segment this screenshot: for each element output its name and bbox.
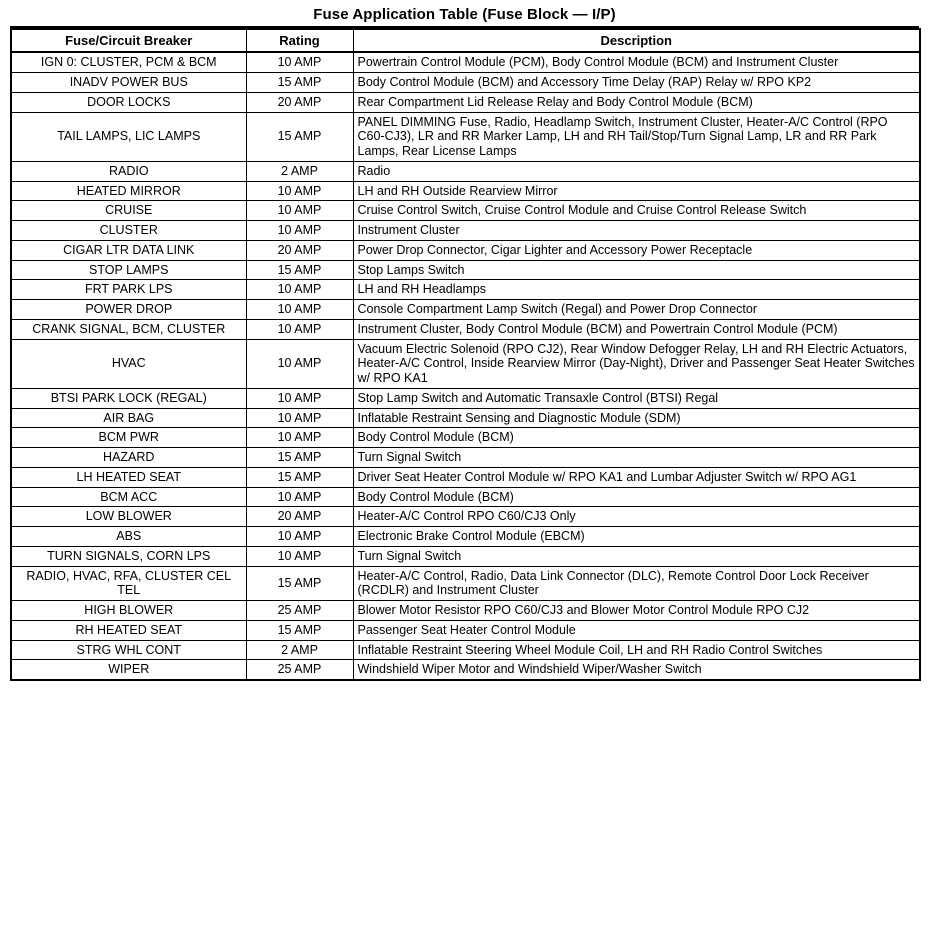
cell-fuse-name: RADIO bbox=[11, 161, 246, 181]
cell-fuse-name: CRUISE bbox=[11, 201, 246, 221]
cell-rating: 2 AMP bbox=[246, 640, 353, 660]
cell-description: Instrument Cluster bbox=[353, 221, 920, 241]
cell-description: Driver Seat Heater Control Module w/ RPO KA1 and Lumbar Adjuster Switch w/ RPO AG1 bbox=[353, 467, 920, 487]
table-row bbox=[11, 487, 920, 507]
cell-rating: 20 AMP bbox=[246, 507, 353, 527]
cell-fuse-name: LOW BLOWER bbox=[11, 507, 246, 527]
table-row bbox=[11, 260, 920, 280]
cell-fuse-name: LH HEATED SEAT bbox=[11, 467, 246, 487]
table-row bbox=[11, 566, 920, 601]
table-row bbox=[11, 73, 920, 93]
table-body bbox=[11, 52, 920, 680]
cell-description: Cruise Control Switch, Cruise Control Module and Cruise Control Release Switch bbox=[353, 201, 920, 221]
cell-fuse-name: AIR BAG bbox=[11, 408, 246, 428]
cell-description: Heater-A/C Control, Radio, Data Link Connector (DLC), Remote Control Door Lock Receiver (RCDLR) and Instrument Cluster bbox=[353, 566, 920, 601]
cell-rating: 15 AMP bbox=[246, 112, 353, 161]
cell-rating: 10 AMP bbox=[246, 300, 353, 320]
cell-description: Passenger Seat Heater Control Module bbox=[353, 620, 920, 640]
cell-description: Turn Signal Switch bbox=[353, 546, 920, 566]
cell-description: Powertrain Control Module (PCM), Body Control Module (BCM) and Instrument Cluster bbox=[353, 52, 920, 72]
cell-rating: 10 AMP bbox=[246, 408, 353, 428]
cell-description: Inflatable Restraint Sensing and Diagnostic Module (SDM) bbox=[353, 408, 920, 428]
column-header-fuse-circuit-breaker: Fuse/Circuit Breaker bbox=[11, 29, 246, 52]
cell-rating: 10 AMP bbox=[246, 280, 353, 300]
table-row bbox=[11, 507, 920, 527]
cell-description: LH and RH Headlamps bbox=[353, 280, 920, 300]
cell-fuse-name: RADIO, HVAC, RFA, CLUSTER CEL TEL bbox=[11, 566, 246, 601]
cell-description: Body Control Module (BCM) bbox=[353, 487, 920, 507]
table-row bbox=[11, 339, 920, 388]
table-row bbox=[11, 221, 920, 241]
cell-description: Blower Motor Resistor RPO C60/CJ3 and Blower Motor Control Module RPO CJ2 bbox=[353, 601, 920, 621]
table-row bbox=[11, 620, 920, 640]
cell-description: Console Compartment Lamp Switch (Regal) and Power Drop Connector bbox=[353, 300, 920, 320]
cell-rating: 20 AMP bbox=[246, 92, 353, 112]
table-row bbox=[11, 52, 920, 72]
cell-fuse-name: ABS bbox=[11, 527, 246, 547]
cell-fuse-name: STOP LAMPS bbox=[11, 260, 246, 280]
table-row bbox=[11, 660, 920, 680]
table-row bbox=[11, 280, 920, 300]
cell-fuse-name: HIGH BLOWER bbox=[11, 601, 246, 621]
cell-rating: 15 AMP bbox=[246, 73, 353, 93]
table-row bbox=[11, 428, 920, 448]
page-title: Fuse Application Table (Fuse Block — I/P) bbox=[10, 6, 919, 28]
cell-rating: 10 AMP bbox=[246, 339, 353, 388]
table-row bbox=[11, 161, 920, 181]
cell-description: Stop Lamps Switch bbox=[353, 260, 920, 280]
cell-description: LH and RH Outside Rearview Mirror bbox=[353, 181, 920, 201]
cell-description: Turn Signal Switch bbox=[353, 448, 920, 468]
cell-fuse-name: BCM ACC bbox=[11, 487, 246, 507]
cell-fuse-name: CRANK SIGNAL, BCM, CLUSTER bbox=[11, 319, 246, 339]
cell-fuse-name: IGN 0: CLUSTER, PCM & BCM bbox=[11, 52, 246, 72]
cell-rating: 15 AMP bbox=[246, 467, 353, 487]
cell-fuse-name: POWER DROP bbox=[11, 300, 246, 320]
cell-rating: 25 AMP bbox=[246, 660, 353, 680]
cell-rating: 10 AMP bbox=[246, 428, 353, 448]
table-row bbox=[11, 181, 920, 201]
cell-rating: 10 AMP bbox=[246, 546, 353, 566]
cell-rating: 10 AMP bbox=[246, 388, 353, 408]
cell-description: Power Drop Connector, Cigar Lighter and Accessory Power Receptacle bbox=[353, 240, 920, 260]
table-row bbox=[11, 92, 920, 112]
table-row bbox=[11, 388, 920, 408]
cell-rating: 2 AMP bbox=[246, 161, 353, 181]
cell-fuse-name: TURN SIGNALS, CORN LPS bbox=[11, 546, 246, 566]
cell-fuse-name: CLUSTER bbox=[11, 221, 246, 241]
cell-description: Instrument Cluster, Body Control Module (BCM) and Powertrain Control Module (PCM) bbox=[353, 319, 920, 339]
table-row bbox=[11, 300, 920, 320]
table-row bbox=[11, 527, 920, 547]
cell-fuse-name: RH HEATED SEAT bbox=[11, 620, 246, 640]
table-row bbox=[11, 408, 920, 428]
cell-fuse-name: FRT PARK LPS bbox=[11, 280, 246, 300]
cell-rating: 10 AMP bbox=[246, 181, 353, 201]
cell-rating: 25 AMP bbox=[246, 601, 353, 621]
cell-fuse-name: WIPER bbox=[11, 660, 246, 680]
cell-fuse-name: CIGAR LTR DATA LINK bbox=[11, 240, 246, 260]
cell-rating: 10 AMP bbox=[246, 319, 353, 339]
table-row bbox=[11, 448, 920, 468]
cell-description: Body Control Module (BCM) bbox=[353, 428, 920, 448]
table-header-row bbox=[11, 29, 920, 52]
column-header-description: Description bbox=[353, 29, 920, 52]
table-row bbox=[11, 112, 920, 161]
column-header-rating: Rating bbox=[246, 29, 353, 52]
cell-rating: 15 AMP bbox=[246, 566, 353, 601]
cell-fuse-name: STRG WHL CONT bbox=[11, 640, 246, 660]
cell-description: Radio bbox=[353, 161, 920, 181]
cell-description: Heater-A/C Control RPO C60/CJ3 Only bbox=[353, 507, 920, 527]
table-row bbox=[11, 640, 920, 660]
cell-fuse-name: TAIL LAMPS, LIC LAMPS bbox=[11, 112, 246, 161]
cell-fuse-name: BTSI PARK LOCK (REGAL) bbox=[11, 388, 246, 408]
cell-rating: 10 AMP bbox=[246, 221, 353, 241]
table-row bbox=[11, 319, 920, 339]
cell-rating: 15 AMP bbox=[246, 448, 353, 468]
table-row bbox=[11, 546, 920, 566]
cell-fuse-name: BCM PWR bbox=[11, 428, 246, 448]
table-row bbox=[11, 601, 920, 621]
cell-description: Inflatable Restraint Steering Wheel Module Coil, LH and RH Radio Control Switches bbox=[353, 640, 920, 660]
cell-fuse-name: HAZARD bbox=[11, 448, 246, 468]
cell-description: Electronic Brake Control Module (EBCM) bbox=[353, 527, 920, 547]
table-row bbox=[11, 240, 920, 260]
cell-fuse-name: DOOR LOCKS bbox=[11, 92, 246, 112]
cell-description: PANEL DIMMING Fuse, Radio, Headlamp Switch, Instrument Cluster, Heater-A/C Control (RPO C60-CJ3), LR and RR Marker Lamp, LH and RH Tail/Stop/Turn Signal Lamp, LR and RR Park Lamps, Rear License Lamps bbox=[353, 112, 920, 161]
cell-fuse-name: INADV POWER BUS bbox=[11, 73, 246, 93]
table-row bbox=[11, 201, 920, 221]
cell-rating: 20 AMP bbox=[246, 240, 353, 260]
cell-rating: 10 AMP bbox=[246, 52, 353, 72]
cell-description: Rear Compartment Lid Release Relay and Body Control Module (BCM) bbox=[353, 92, 920, 112]
cell-description: Body Control Module (BCM) and Accessory Time Delay (RAP) Relay w/ RPO KP2 bbox=[353, 73, 920, 93]
cell-description: Vacuum Electric Solenoid (RPO CJ2), Rear Window Defogger Relay, LH and RH Electric Actuators, Heater-A/C Control, Inside Rearview Mirror (Day-Night), Driver and Passenger Seat Heater Switches w/ RPO KA1 bbox=[353, 339, 920, 388]
cell-rating: 10 AMP bbox=[246, 527, 353, 547]
cell-rating: 15 AMP bbox=[246, 260, 353, 280]
fuse-application-table bbox=[10, 28, 921, 681]
cell-description: Stop Lamp Switch and Automatic Transaxle Control (BTSI) Regal bbox=[353, 388, 920, 408]
cell-description: Windshield Wiper Motor and Windshield Wiper/Washer Switch bbox=[353, 660, 920, 680]
cell-fuse-name: HVAC bbox=[11, 339, 246, 388]
cell-rating: 10 AMP bbox=[246, 201, 353, 221]
cell-rating: 15 AMP bbox=[246, 620, 353, 640]
cell-fuse-name: HEATED MIRROR bbox=[11, 181, 246, 201]
table-header bbox=[11, 29, 920, 52]
table-row bbox=[11, 467, 920, 487]
cell-rating: 10 AMP bbox=[246, 487, 353, 507]
